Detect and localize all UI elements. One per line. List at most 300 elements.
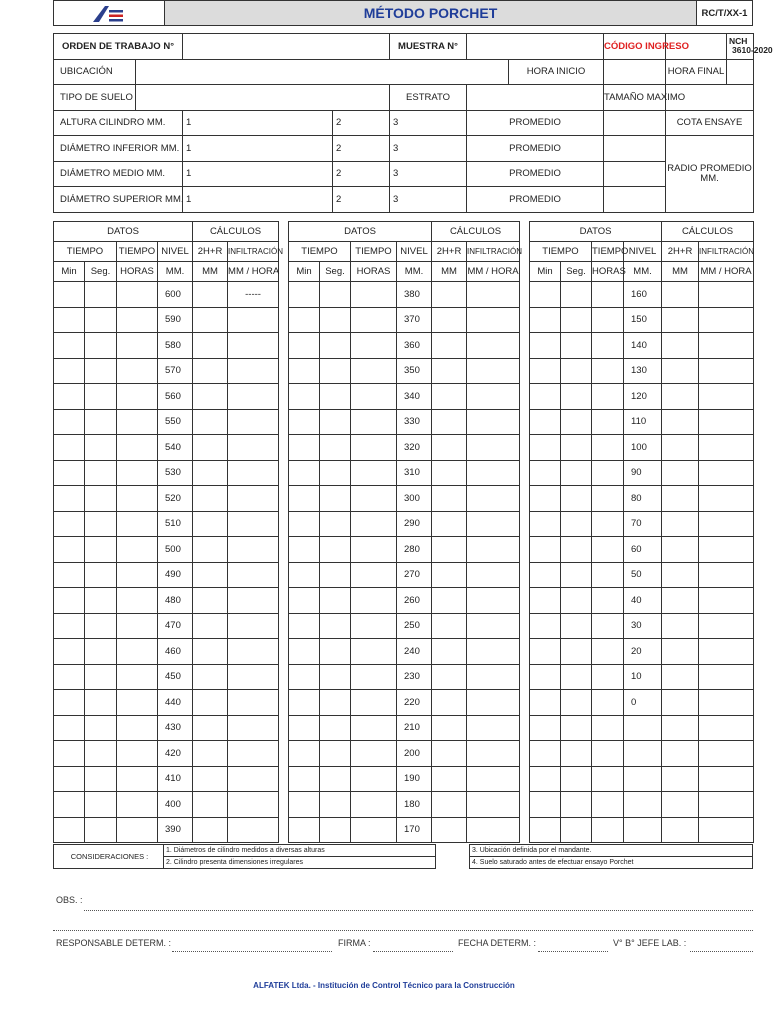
h2r-cell[interactable]	[432, 282, 467, 308]
min-cell[interactable]	[530, 715, 561, 741]
h2r-cell[interactable]	[193, 511, 228, 537]
h2r-cell[interactable]	[432, 664, 467, 690]
horas-cell[interactable]	[592, 766, 624, 792]
nivel-cell[interactable]: 550	[158, 409, 193, 435]
horas-cell[interactable]	[117, 562, 158, 588]
min-cell[interactable]	[530, 588, 561, 614]
nivel-cell[interactable]: 30	[624, 613, 662, 639]
h2r-cell[interactable]	[432, 639, 467, 665]
min-cell[interactable]	[530, 486, 561, 512]
seg-cell[interactable]	[85, 715, 117, 741]
min-cell[interactable]	[54, 613, 85, 639]
nivel-cell[interactable]: 600	[158, 282, 193, 308]
seg-cell[interactable]	[85, 690, 117, 716]
min-cell[interactable]	[289, 715, 320, 741]
horas-cell[interactable]	[117, 282, 158, 308]
infiltracion-cell[interactable]	[467, 792, 520, 818]
infiltracion-cell[interactable]	[699, 409, 754, 435]
infiltracion-cell[interactable]	[228, 537, 279, 563]
ubicacion-field[interactable]	[136, 59, 509, 85]
seg-cell[interactable]	[85, 741, 117, 767]
infiltracion-cell[interactable]	[467, 333, 520, 359]
nivel-cell[interactable]	[624, 741, 662, 767]
seg-cell[interactable]	[320, 562, 351, 588]
infiltracion-cell[interactable]	[699, 639, 754, 665]
diam-sup-2[interactable]	[333, 187, 390, 213]
horas-cell[interactable]	[351, 333, 397, 359]
seg-cell[interactable]	[85, 409, 117, 435]
min-cell[interactable]	[289, 486, 320, 512]
diam-inf-2[interactable]	[333, 136, 390, 162]
infiltracion-cell[interactable]	[467, 766, 520, 792]
min-cell[interactable]	[54, 511, 85, 537]
infiltracion-cell[interactable]	[467, 282, 520, 308]
infiltracion-cell[interactable]	[699, 817, 754, 843]
horas-cell[interactable]	[351, 715, 397, 741]
min-cell[interactable]	[530, 792, 561, 818]
seg-cell[interactable]	[320, 664, 351, 690]
h2r-cell[interactable]	[193, 435, 228, 461]
min-cell[interactable]	[530, 664, 561, 690]
infiltracion-cell[interactable]	[467, 511, 520, 537]
nivel-cell[interactable]: 180	[397, 792, 432, 818]
h2r-cell[interactable]	[662, 282, 699, 308]
min-cell[interactable]	[289, 537, 320, 563]
h2r-cell[interactable]	[193, 792, 228, 818]
horas-cell[interactable]	[117, 715, 158, 741]
h2r-cell[interactable]	[193, 537, 228, 563]
horas-cell[interactable]	[117, 333, 158, 359]
hora-inicio-field[interactable]	[604, 59, 666, 85]
min-cell[interactable]	[530, 409, 561, 435]
horas-cell[interactable]	[351, 307, 397, 333]
infiltracion-cell[interactable]	[467, 715, 520, 741]
nivel-cell[interactable]: 200	[397, 741, 432, 767]
nivel-cell[interactable]: 430	[158, 715, 193, 741]
infiltracion-cell[interactable]	[699, 690, 754, 716]
infiltracion-cell[interactable]	[228, 384, 279, 410]
infiltracion-cell[interactable]	[699, 741, 754, 767]
min-cell[interactable]	[530, 537, 561, 563]
horas-cell[interactable]	[117, 664, 158, 690]
infiltracion-cell[interactable]	[699, 588, 754, 614]
infiltracion-cell[interactable]	[467, 307, 520, 333]
horas-cell[interactable]	[351, 384, 397, 410]
horas-cell[interactable]	[351, 690, 397, 716]
nivel-cell[interactable]: 130	[624, 358, 662, 384]
diam-sup-3[interactable]	[390, 187, 467, 213]
horas-cell[interactable]	[592, 435, 624, 461]
seg-cell[interactable]	[85, 282, 117, 308]
nivel-cell[interactable]: 80	[624, 486, 662, 512]
infiltracion-cell[interactable]	[699, 664, 754, 690]
seg-cell[interactable]	[85, 664, 117, 690]
h2r-cell[interactable]	[662, 715, 699, 741]
min-cell[interactable]	[54, 690, 85, 716]
infiltracion-cell[interactable]	[699, 307, 754, 333]
nivel-cell[interactable]: 330	[397, 409, 432, 435]
nivel-cell[interactable]: 410	[158, 766, 193, 792]
min-cell[interactable]	[54, 409, 85, 435]
nivel-cell[interactable]: 460	[158, 639, 193, 665]
horas-cell[interactable]	[117, 792, 158, 818]
min-cell[interactable]	[530, 333, 561, 359]
nivel-cell[interactable]: 340	[397, 384, 432, 410]
min-cell[interactable]	[289, 613, 320, 639]
nivel-cell[interactable]: 580	[158, 333, 193, 359]
seg-cell[interactable]	[85, 333, 117, 359]
infiltracion-cell[interactable]	[699, 511, 754, 537]
horas-cell[interactable]	[351, 435, 397, 461]
muestra-field[interactable]	[467, 34, 604, 60]
nivel-cell[interactable]: 590	[158, 307, 193, 333]
h2r-cell[interactable]	[193, 639, 228, 665]
seg-cell[interactable]	[320, 486, 351, 512]
horas-cell[interactable]	[592, 537, 624, 563]
min-cell[interactable]	[289, 409, 320, 435]
min-cell[interactable]	[54, 664, 85, 690]
horas-cell[interactable]	[117, 537, 158, 563]
nivel-cell[interactable]: 120	[624, 384, 662, 410]
h2r-cell[interactable]	[193, 486, 228, 512]
min-cell[interactable]	[530, 766, 561, 792]
horas-cell[interactable]	[351, 817, 397, 843]
horas-cell[interactable]	[117, 613, 158, 639]
diam-med-3[interactable]	[390, 161, 467, 187]
h2r-cell[interactable]	[193, 690, 228, 716]
nivel-cell[interactable]	[624, 792, 662, 818]
horas-cell[interactable]	[351, 562, 397, 588]
horas-cell[interactable]	[592, 486, 624, 512]
horas-cell[interactable]	[117, 435, 158, 461]
horas-cell[interactable]	[351, 358, 397, 384]
seg-cell[interactable]	[320, 409, 351, 435]
h2r-cell[interactable]	[662, 511, 699, 537]
min-cell[interactable]	[54, 537, 85, 563]
vb-field[interactable]	[690, 951, 753, 952]
h2r-cell[interactable]	[432, 460, 467, 486]
seg-cell[interactable]	[320, 358, 351, 384]
seg-cell[interactable]	[85, 307, 117, 333]
nivel-cell[interactable]: 10	[624, 664, 662, 690]
nivel-cell[interactable]: 90	[624, 460, 662, 486]
infiltracion-cell[interactable]	[467, 486, 520, 512]
min-cell[interactable]	[54, 435, 85, 461]
h2r-cell[interactable]	[432, 562, 467, 588]
min-cell[interactable]	[54, 741, 85, 767]
min-cell[interactable]	[530, 307, 561, 333]
seg-cell[interactable]	[561, 486, 592, 512]
seg-cell[interactable]	[320, 282, 351, 308]
h2r-cell[interactable]	[193, 588, 228, 614]
seg-cell[interactable]	[561, 537, 592, 563]
h2r-cell[interactable]	[432, 792, 467, 818]
min-cell[interactable]	[289, 358, 320, 384]
min-cell[interactable]	[54, 384, 85, 410]
nivel-cell[interactable]: 100	[624, 435, 662, 461]
h2r-cell[interactable]	[662, 613, 699, 639]
seg-cell[interactable]	[561, 715, 592, 741]
nivel-cell[interactable]: 300	[397, 486, 432, 512]
seg-cell[interactable]	[561, 358, 592, 384]
seg-cell[interactable]	[85, 511, 117, 537]
nivel-cell[interactable]: 520	[158, 486, 193, 512]
seg-cell[interactable]	[561, 690, 592, 716]
min-cell[interactable]	[289, 307, 320, 333]
seg-cell[interactable]	[85, 588, 117, 614]
horas-cell[interactable]	[117, 358, 158, 384]
infiltracion-cell[interactable]	[228, 307, 279, 333]
infiltracion-cell[interactable]	[699, 384, 754, 410]
nivel-cell[interactable]: 540	[158, 435, 193, 461]
infiltracion-cell[interactable]	[467, 588, 520, 614]
nivel-cell[interactable]: 400	[158, 792, 193, 818]
infiltracion-cell[interactable]	[699, 282, 754, 308]
infiltracion-cell[interactable]	[228, 664, 279, 690]
min-cell[interactable]	[54, 486, 85, 512]
h2r-cell[interactable]	[193, 282, 228, 308]
infiltracion-cell[interactable]	[699, 766, 754, 792]
h2r-cell[interactable]	[193, 384, 228, 410]
horas-cell[interactable]	[592, 588, 624, 614]
nivel-cell[interactable]: 350	[397, 358, 432, 384]
h2r-cell[interactable]	[193, 562, 228, 588]
infiltracion-cell[interactable]	[699, 333, 754, 359]
h2r-cell[interactable]	[432, 690, 467, 716]
nivel-cell[interactable]: 490	[158, 562, 193, 588]
infiltracion-cell[interactable]	[228, 562, 279, 588]
infiltracion-cell[interactable]	[228, 511, 279, 537]
h2r-cell[interactable]	[432, 435, 467, 461]
min-cell[interactable]	[530, 384, 561, 410]
h2r-cell[interactable]	[193, 741, 228, 767]
diam-sup-1[interactable]	[183, 187, 333, 213]
seg-cell[interactable]	[85, 613, 117, 639]
seg-cell[interactable]	[85, 435, 117, 461]
h2r-cell[interactable]	[193, 817, 228, 843]
h2r-cell[interactable]	[193, 460, 228, 486]
nivel-cell[interactable]: 390	[158, 817, 193, 843]
min-cell[interactable]	[54, 307, 85, 333]
h2r-cell[interactable]	[432, 358, 467, 384]
h2r-cell[interactable]	[193, 333, 228, 359]
min-cell[interactable]	[530, 817, 561, 843]
infiltracion-cell[interactable]	[228, 741, 279, 767]
infiltracion-cell[interactable]	[699, 358, 754, 384]
infiltracion-cell[interactable]	[699, 715, 754, 741]
infiltracion-cell[interactable]	[467, 384, 520, 410]
h2r-cell[interactable]	[662, 741, 699, 767]
infiltracion-cell[interactable]	[699, 613, 754, 639]
horas-cell[interactable]	[351, 766, 397, 792]
min-cell[interactable]	[530, 282, 561, 308]
seg-cell[interactable]	[320, 690, 351, 716]
h2r-cell[interactable]	[662, 460, 699, 486]
nivel-cell[interactable]: 380	[397, 282, 432, 308]
infiltracion-cell[interactable]	[228, 690, 279, 716]
hora-final-field[interactable]	[727, 59, 754, 85]
infiltracion-cell[interactable]	[467, 639, 520, 665]
h2r-cell[interactable]	[432, 486, 467, 512]
nivel-cell[interactable]: 190	[397, 766, 432, 792]
min-cell[interactable]	[289, 792, 320, 818]
h2r-cell[interactable]	[193, 307, 228, 333]
min-cell[interactable]	[289, 690, 320, 716]
min-cell[interactable]	[289, 511, 320, 537]
horas-cell[interactable]	[592, 690, 624, 716]
infiltracion-cell[interactable]	[228, 639, 279, 665]
infiltracion-cell[interactable]	[467, 690, 520, 716]
seg-cell[interactable]	[320, 613, 351, 639]
seg-cell[interactable]	[561, 664, 592, 690]
nivel-cell[interactable]: 220	[397, 690, 432, 716]
min-cell[interactable]	[530, 741, 561, 767]
seg-cell[interactable]	[320, 460, 351, 486]
min-cell[interactable]	[530, 690, 561, 716]
infiltracion-cell[interactable]	[228, 792, 279, 818]
nivel-cell[interactable]: 70	[624, 511, 662, 537]
infiltracion-cell[interactable]	[228, 715, 279, 741]
h2r-cell[interactable]	[662, 639, 699, 665]
seg-cell[interactable]	[320, 715, 351, 741]
nivel-cell[interactable]: 510	[158, 511, 193, 537]
infiltracion-cell[interactable]	[467, 537, 520, 563]
nivel-cell[interactable]: 110	[624, 409, 662, 435]
horas-cell[interactable]	[592, 817, 624, 843]
min-cell[interactable]	[289, 588, 320, 614]
fecha-field[interactable]	[538, 951, 608, 952]
horas-cell[interactable]	[592, 307, 624, 333]
min-cell[interactable]	[54, 562, 85, 588]
min-cell[interactable]	[530, 358, 561, 384]
seg-cell[interactable]	[85, 562, 117, 588]
h2r-cell[interactable]	[662, 817, 699, 843]
nivel-cell[interactable]: 290	[397, 511, 432, 537]
altura-promedio[interactable]	[604, 110, 666, 136]
h2r-cell[interactable]	[432, 741, 467, 767]
min-cell[interactable]	[54, 792, 85, 818]
nivel-cell[interactable]: 150	[624, 307, 662, 333]
seg-cell[interactable]	[561, 741, 592, 767]
infiltracion-cell[interactable]	[467, 664, 520, 690]
nivel-cell[interactable]: 280	[397, 537, 432, 563]
horas-cell[interactable]	[351, 409, 397, 435]
infiltracion-cell[interactable]: -----	[228, 282, 279, 308]
seg-cell[interactable]	[320, 384, 351, 410]
infiltracion-cell[interactable]	[699, 537, 754, 563]
diam-med-promedio[interactable]	[604, 161, 666, 187]
h2r-cell[interactable]	[662, 690, 699, 716]
nivel-cell[interactable]: 160	[624, 282, 662, 308]
seg-cell[interactable]	[320, 435, 351, 461]
seg-cell[interactable]	[561, 333, 592, 359]
infiltracion-cell[interactable]	[228, 588, 279, 614]
seg-cell[interactable]	[561, 282, 592, 308]
horas-cell[interactable]	[351, 792, 397, 818]
seg-cell[interactable]	[320, 511, 351, 537]
diam-inf-1[interactable]	[183, 136, 333, 162]
h2r-cell[interactable]	[193, 766, 228, 792]
min-cell[interactable]	[289, 664, 320, 690]
nivel-cell[interactable]: 420	[158, 741, 193, 767]
diam-med-2[interactable]	[333, 161, 390, 187]
horas-cell[interactable]	[351, 588, 397, 614]
infiltracion-cell[interactable]	[467, 409, 520, 435]
infiltracion-cell[interactable]	[228, 358, 279, 384]
horas-cell[interactable]	[592, 282, 624, 308]
min-cell[interactable]	[54, 588, 85, 614]
h2r-cell[interactable]	[662, 358, 699, 384]
seg-cell[interactable]	[85, 460, 117, 486]
seg-cell[interactable]	[320, 792, 351, 818]
horas-cell[interactable]	[117, 741, 158, 767]
min-cell[interactable]	[289, 435, 320, 461]
nivel-cell[interactable]: 470	[158, 613, 193, 639]
min-cell[interactable]	[530, 435, 561, 461]
h2r-cell[interactable]	[662, 435, 699, 461]
nivel-cell[interactable]: 230	[397, 664, 432, 690]
nivel-cell[interactable]: 170	[397, 817, 432, 843]
seg-cell[interactable]	[85, 792, 117, 818]
horas-cell[interactable]	[592, 333, 624, 359]
firma-field[interactable]	[373, 951, 453, 952]
seg-cell[interactable]	[561, 307, 592, 333]
h2r-cell[interactable]	[662, 537, 699, 563]
h2r-cell[interactable]	[662, 333, 699, 359]
horas-cell[interactable]	[592, 792, 624, 818]
horas-cell[interactable]	[592, 562, 624, 588]
min-cell[interactable]	[530, 460, 561, 486]
nivel-cell[interactable]: 40	[624, 588, 662, 614]
responsable-field[interactable]	[172, 951, 332, 952]
min-cell[interactable]	[289, 741, 320, 767]
horas-cell[interactable]	[351, 486, 397, 512]
min-cell[interactable]	[54, 282, 85, 308]
min-cell[interactable]	[289, 282, 320, 308]
seg-cell[interactable]	[561, 511, 592, 537]
infiltracion-cell[interactable]	[467, 435, 520, 461]
h2r-cell[interactable]	[193, 409, 228, 435]
min-cell[interactable]	[54, 817, 85, 843]
infiltracion-cell[interactable]	[699, 562, 754, 588]
nivel-cell[interactable]: 530	[158, 460, 193, 486]
nivel-cell[interactable]: 140	[624, 333, 662, 359]
nivel-cell[interactable]: 370	[397, 307, 432, 333]
seg-cell[interactable]	[561, 435, 592, 461]
nivel-cell[interactable]: 50	[624, 562, 662, 588]
seg-cell[interactable]	[85, 639, 117, 665]
horas-cell[interactable]	[117, 384, 158, 410]
h2r-cell[interactable]	[432, 766, 467, 792]
h2r-cell[interactable]	[193, 664, 228, 690]
horas-cell[interactable]	[351, 613, 397, 639]
h2r-cell[interactable]	[193, 358, 228, 384]
nivel-cell[interactable]: 240	[397, 639, 432, 665]
horas-cell[interactable]	[117, 639, 158, 665]
horas-cell[interactable]	[117, 511, 158, 537]
infiltracion-cell[interactable]	[699, 435, 754, 461]
seg-cell[interactable]	[320, 766, 351, 792]
orden-field[interactable]	[183, 34, 390, 60]
min-cell[interactable]	[530, 562, 561, 588]
diam-inf-promedio[interactable]	[604, 136, 666, 162]
infiltracion-cell[interactable]	[467, 741, 520, 767]
horas-cell[interactable]	[351, 460, 397, 486]
seg-cell[interactable]	[320, 333, 351, 359]
infiltracion-cell[interactable]	[228, 486, 279, 512]
seg-cell[interactable]	[561, 639, 592, 665]
infiltracion-cell[interactable]	[699, 792, 754, 818]
